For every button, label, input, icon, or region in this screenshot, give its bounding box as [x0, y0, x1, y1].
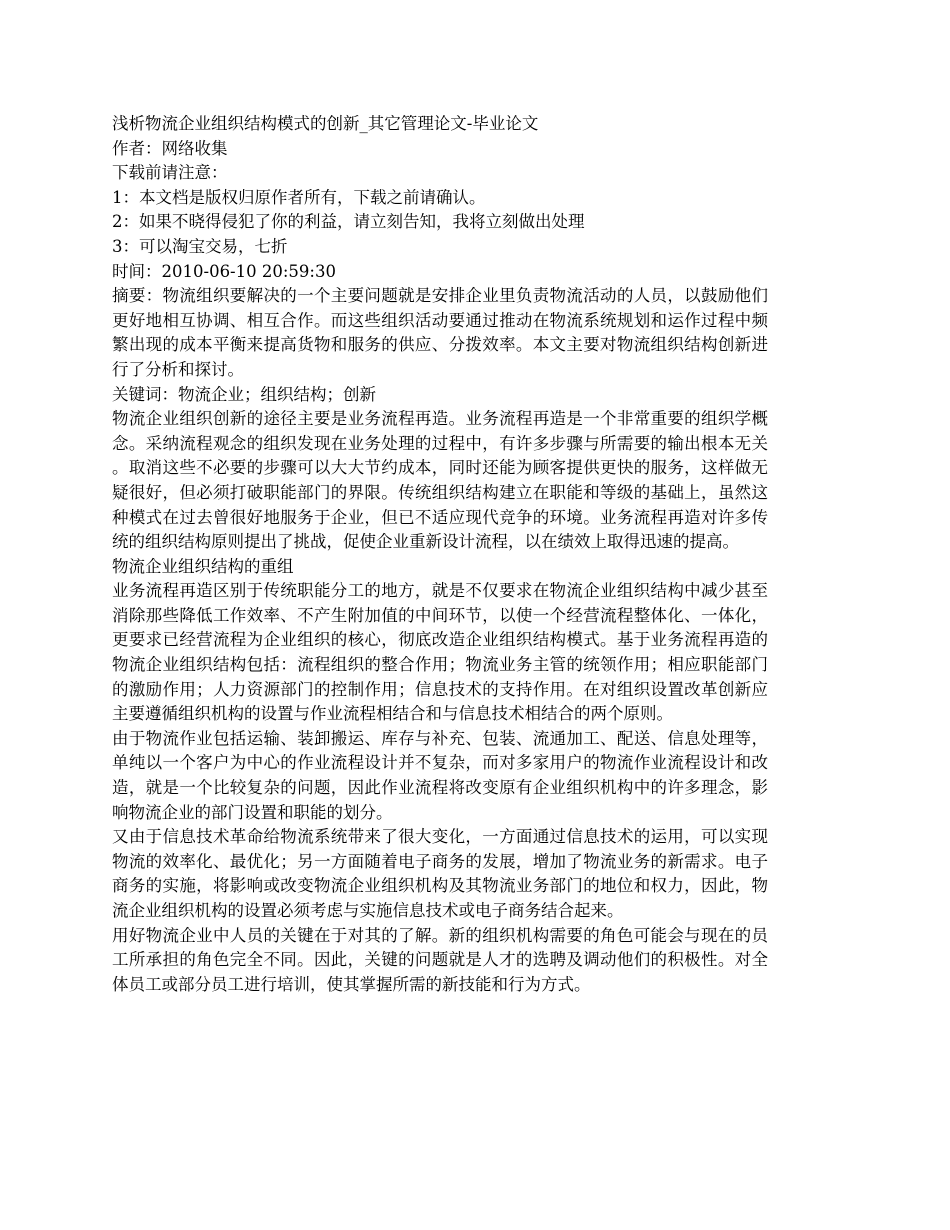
- notice-item-1: 1：本文档是版权归原作者所有，下载之前请确认。: [112, 187, 486, 207]
- body-paragraph-1: 物流企业组织创新的途径主要是业务流程再造。业务流程再造是一个非常重要的组织学概念。采纳流程观念的组织发现在业务处理的过程中，有许多步骤与所需要的输出根本无关。取消这些不必要的步骤可以大大节约成本，同时还能为顾客提供更快的服务，这样做无疑很好，但必须打破职能部门的界限。传统组织结构建立在职能和等级的基础上，虽然这种模式在过去曾很好地服务于企业，但已不适应现代竞争的环境。业务流程再造对许多传统的组织结构原则提出了挑战，促使企业重新设计流程，以在绩效上取得迅速的提高。: [112, 409, 768, 552]
- notice-heading: 下载前请注意：: [112, 163, 228, 183]
- section-heading: 物流企业组织结构的重组: [112, 556, 294, 576]
- abstract-paragraph: 摘要：物流组织要解决的一个主要问题就是安排企业里负责物流活动的人员，以鼓励他们更好地相互协调、相互合作。而这些组织活动要通过推动在物流系统规划和运作过程中频繁出现的成本平衡来提高货物和服务的供应、分拨效率。本文主要对物流组织结构创新进行了分析和探讨。: [112, 286, 768, 379]
- document-title: 浅析物流企业组织结构模式的创新_其它管理论文-毕业论文: [112, 114, 539, 133]
- body-paragraph-4: 又由于信息技术革命给物流系统带来了很大变化，一方面通过信息技术的运用，可以实现物流的效率化、最优化；另一方面随着电子商务的发展，增加了物流业务的新需求。电子商务的实施，将影响或改变物流企业组织机构及其物流业务部门的地位和权力，因此，物流企业组织机构的设置必须考虑与实施信息技术或电子商务结合起来。: [112, 827, 768, 920]
- keywords-line: 关键词：物流企业；组织结构；创新: [112, 384, 376, 404]
- notice-item-3: 3：可以淘宝交易，七折: [112, 236, 288, 256]
- body-paragraph-5: 用好物流企业中人员的关键在于对其的了解。新的组织机构需要的角色可能会与现在的员工所承担的角色完全不同。因此，关键的问题就是人才的选聘及调动他们的积极性。对全体员工或部分员工进行培训，使其掌握所需的新技能和行为方式。: [112, 925, 768, 994]
- notice-item-2: 2：如果不晓得侵犯了你的利益，请立刻告知，我将立刻做出处理: [112, 212, 585, 232]
- body-paragraph-2: 业务流程再造区别于传统职能分工的地方，就是不仅要求在物流企业组织结构中减少甚至消除那些降低工作效率、不产生附加值的中间环节，以使一个经营流程整体化、一体化，更要求已经营流程为企业组织的核心，彻底改造企业组织结构模式。基于业务流程再造的物流企业组织结构包括：流程组织的整合作用；物流业务主管的统领作用；相应职能部门的激励作用；人力资源部门的控制作用；信息技术的支持作用。在对组织设置改革创新应主要遵循组织机构的设置与作业流程相结合和与信息技术相结合的两个原则。: [112, 581, 768, 724]
- document-author: 作者：网络收集: [112, 138, 228, 158]
- document-page: [112, 112, 768, 997]
- publish-time: 时间：2010-06-10 20:59:30: [112, 261, 336, 281]
- body-paragraph-3: 由于物流作业包括运输、装卸搬运、库存与补充、包装、流通加工、配送、信息处理等，单纯以一个客户为中心的作业流程设计并不复杂，而对多家用户的物流作业流程设计和改造，就是一个比较复杂的问题，因此作业流程将改变原有企业组织机构中的许多理念，影响物流企业的部门设置和职能的划分。: [112, 728, 768, 822]
